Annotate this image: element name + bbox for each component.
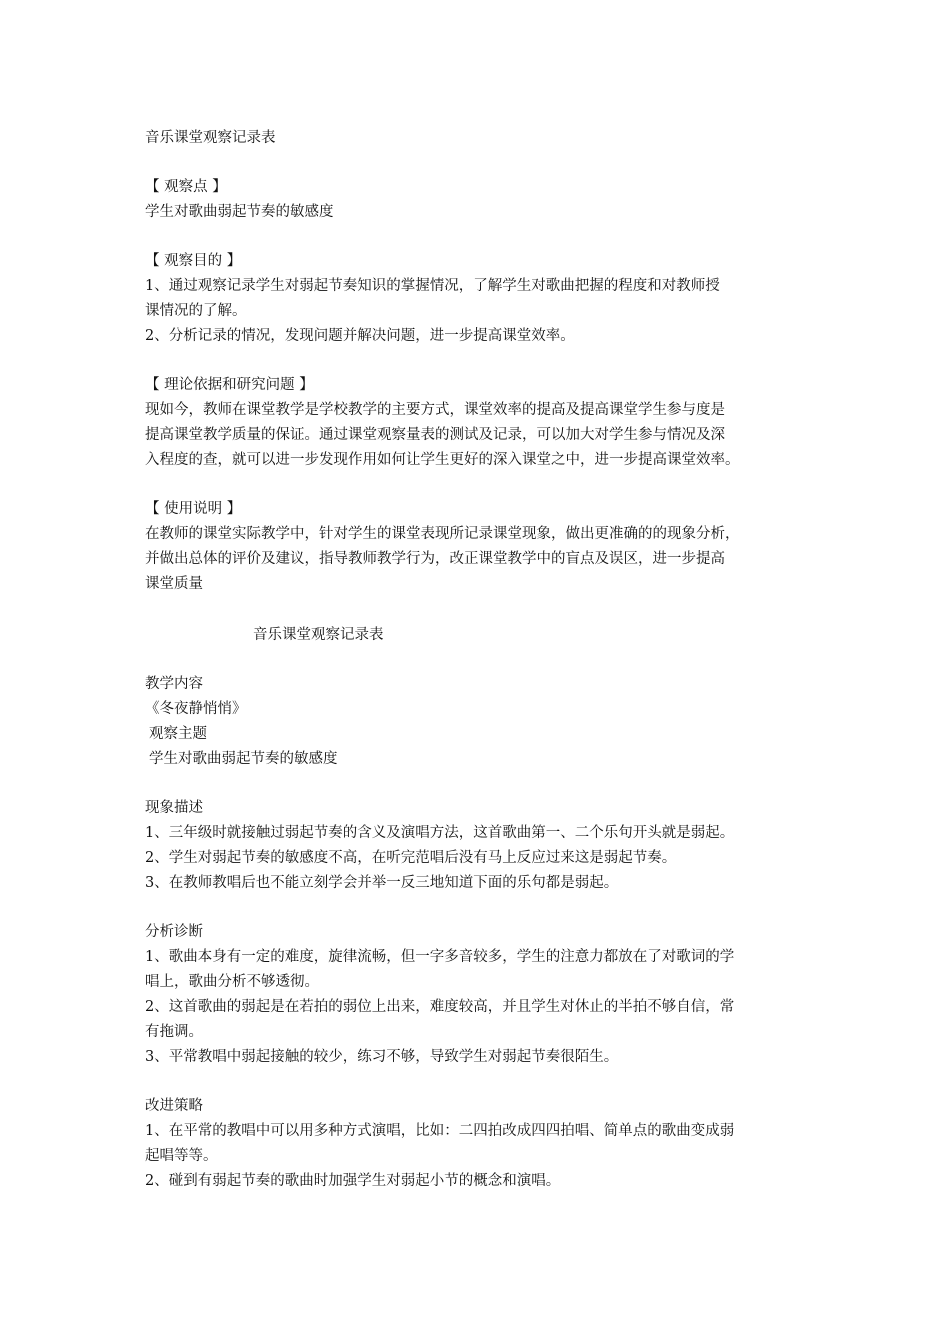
observation-point-heading: 【 观察点 】 [145, 179, 227, 195]
spacer [145, 225, 825, 249]
usage-notes-heading: 【 使用说明 】 [145, 501, 242, 517]
usage-notes-line: 课堂质量 [145, 576, 203, 592]
spacer [145, 597, 825, 623]
usage-notes-line: 在教师的课堂实际教学中，针对学生的课堂表现所记录课堂现象，做出更准确的的现象分析， [145, 526, 740, 542]
spacer [145, 648, 825, 672]
content-label: 教学内容 [145, 676, 203, 692]
spacer [145, 151, 825, 175]
strategy-line: 起唱等等。 [145, 1148, 218, 1164]
strategy-label: 改进策略 [145, 1098, 203, 1114]
topic-label: 观察主题 [149, 726, 207, 742]
diagnosis-line: 3、平常教唱中弱起接触的较少，练习不够，导致学生对弱起节奏很陌生。 [145, 1049, 619, 1065]
theory-basis-line: 现如今，教师在课堂教学是学校教学的主要方式，课堂效率的提高及提高课堂学生参与度是 [145, 402, 725, 418]
spacer [145, 896, 825, 920]
theory-basis-heading: 【 理论依据和研究问题 】 [145, 377, 314, 393]
observation-point-text: 学生对歌曲弱起节奏的敏感度 [145, 204, 334, 220]
phenomenon-line: 1、三年级时就接触过弱起节奏的含义及演唱方法，这首歌曲第一、二个乐句开头就是弱起。 [145, 825, 735, 841]
spacer [145, 772, 825, 796]
document-page [145, 126, 825, 1194]
topic-value: 学生对歌曲弱起节奏的敏感度 [149, 751, 338, 767]
diagnosis-line: 1、歌曲本身有一定的难度，旋律流畅，但一字多音较多，学生的注意力都放在了对歌词的学 [145, 949, 735, 965]
phenomenon-line: 2、学生对弱起节奏的敏感度不高，在听完范唱后没有马上反应过来这是弱起节奏。 [145, 850, 677, 866]
usage-notes-line: 并做出总体的评价及建议，指导教师教学行为，改正课堂教学中的盲点及误区，进一步提高 [145, 551, 725, 567]
theory-basis-line: 提高课堂教学质量的保证。通过课堂观察量表的测试及记录，可以加大对学生参与情况及深 [145, 427, 725, 443]
spacer [145, 473, 825, 497]
phenomenon-label: 现象描述 [145, 800, 203, 816]
diagnosis-line: 2、这首歌曲的弱起是在若拍的弱位上出来，难度较高，并且学生对休止的半拍不够自信，常 [145, 999, 735, 1015]
observation-purpose-line: 1、通过观察记录学生对弱起节奏知识的掌握情况，了解学生对歌曲把握的程度和对教师授 [145, 278, 720, 294]
content-value: 《冬夜静悄悄》 [145, 701, 247, 717]
observation-purpose-line: 课情况的了解。 [145, 303, 247, 319]
diagnosis-line: 唱上，歌曲分析不够透彻。 [145, 974, 319, 990]
theory-basis-line: 入程度的查，就可以进一步发现作用如何让学生更好的深入课堂之中，进一步提高课堂效率。 [145, 452, 740, 468]
phenomenon-line: 3、在教师教唱后也不能立刻学会并举一反三地知道下面的乐句都是弱起。 [145, 875, 619, 891]
spacer [145, 1070, 825, 1094]
strategy-line: 2、碰到有弱起节奏的歌曲时加强学生对弱起小节的概念和演唱。 [145, 1173, 561, 1189]
diagnosis-label: 分析诊断 [145, 924, 203, 940]
record-table-title: 音乐课堂观察记录表 [253, 627, 384, 643]
doc-title: 音乐课堂观察记录表 [145, 130, 276, 146]
diagnosis-line: 有拖调。 [145, 1024, 203, 1040]
strategy-line: 1、在平常的教唱中可以用多种方式演唱，比如：二四拍改成四四拍唱、简单点的歌曲变成弱 [145, 1123, 735, 1139]
spacer [145, 349, 825, 373]
observation-purpose-line: 2、分析记录的情况，发现问题并解决问题，进一步提高课堂效率。 [145, 328, 575, 344]
observation-purpose-heading: 【 观察目的 】 [145, 253, 242, 269]
